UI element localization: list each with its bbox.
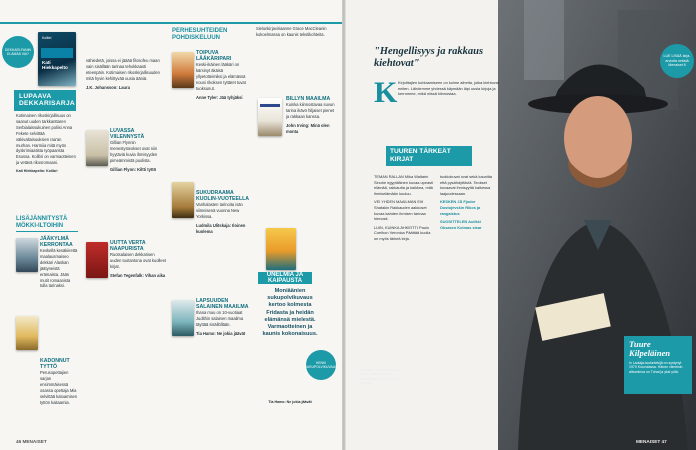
- col4-text: Sielunkirjaviriaanne Grace MacCleanin kokoelmassa on kaunis tekstikohteita.: [256, 26, 327, 37]
- section1-text: Kotimainen rikoskirjallisuus on saanut uuden tarkkanttaren Serbialaissukuinen poliisi Anna Fekete selvittää väkivaltaisuuksien raa'an murhan. Harmiia mitä myös dyskrimiaatista työpaarista Esossa. Kolibri on varmaotteinen ja vetävä rikosromaani.: [16, 113, 76, 166]
- book-cover-ulitskaja: [172, 182, 194, 218]
- book6-author: Ludmila Ulitskaja: Iloinen kuolema: [196, 222, 246, 234]
- page-footer-right: MENAISET 47: [636, 439, 667, 444]
- book-cover-irving: [258, 98, 282, 136]
- picks-col2: [440, 174, 498, 233]
- picks-col1: [374, 174, 434, 245]
- intro-text: Kirjoittajien kohtaamiseen on kolme aihetta, jotka kiehtovat eniten. Lähdemme yhdessä käymään läpi uusia kirjoja ja kerromme, mikä niissä kiinnostaa.: [398, 80, 499, 97]
- section2-title: LISÄJÄNNITYSTÄ MÖKKI-ILTOIHIN: [16, 216, 78, 232]
- book8-title: BILLYN MAAILMA: [286, 96, 331, 102]
- book-cover-vihan-aika: [86, 242, 108, 278]
- cover1-sub: Kolibri: [42, 36, 52, 40]
- book4-text: Ruotsalaisen dekkarisen uuden tuotantona ovat kuolleet kirjat.: [110, 252, 166, 269]
- cover-stripe: [260, 104, 280, 107]
- badge-top-left-text: DEKKARI-FANIN ELÄMÄÄ VAI?: [5, 47, 31, 56]
- book-cover-tyler: [172, 52, 194, 88]
- section1-title-text: LUPAAVA DEKKARISARJA: [19, 93, 75, 107]
- headline-quote: "Hengellisyys ja rakkaus kiehtovat": [374, 46, 484, 69]
- col3-head: PERHESUHTEIDEN POHDISKELUUN: [172, 28, 228, 41]
- book6-text: Vanhalasten tarinoita isän viimeisenä vuonna New Yorkissa.: [196, 202, 243, 219]
- book8-author: John Irving: Minä olen monta: [286, 122, 330, 134]
- book-cover-frida: [266, 228, 296, 270]
- section1-body: [16, 113, 76, 178]
- name-box-title: Tuure Kilpeläinen: [629, 339, 671, 358]
- box-title-text: UNELMIA JA KAIPAUSTA: [266, 272, 304, 284]
- name-box: [624, 336, 692, 394]
- book3-title: LUVASSA VIILENNYSTÄ: [110, 128, 145, 140]
- box-author: Tia Hamo: Ne jokia jäävät: [268, 400, 312, 404]
- book1-block: [40, 236, 78, 292]
- book-cover-icecold: [16, 238, 38, 272]
- photo-caption: Musiikkia Tuure kuuntelee aivan kaikkea, minkä musiikkityyliä voi kuunnella ja tehdä.: [360, 368, 401, 385]
- cover-accent-band: [41, 48, 73, 58]
- book4-title: UUTTA VERTA NAAPURISTA: [110, 240, 146, 252]
- picks-title-text: TUUREN TÄRKEÄT KIRJAT: [390, 148, 451, 163]
- badge-read-more: [660, 44, 694, 78]
- book1-text: Keskellä kesäkiirettä maalausmaiseo dekkari Alaskan jäätyneistä erämaista. Jään mutit romaanista tulla tarinaksi.: [40, 248, 78, 289]
- right-page: [346, 0, 696, 450]
- book3-author: Gillian Flynn: Kiltti tyttö: [110, 166, 157, 172]
- book7-author: Tia Hamo: Ne jokia jäävät: [196, 330, 246, 336]
- col4-intro: [256, 26, 334, 41]
- badge-bottom-text: HENKI SUKUPOLVIKUVAUS: [304, 360, 338, 369]
- book5-title: TOIPUVA LÄÄKÄRIPARI: [196, 50, 232, 62]
- picks-title: [386, 146, 472, 166]
- book-cover-kolibri: [38, 32, 76, 86]
- cover1-title: Kati Hiekkapelto: [42, 60, 68, 70]
- book3-block: [110, 128, 166, 176]
- book3-text: Gillian Flynnin menestysteokset ovat niin hyytäviä kuvia ihmisyyden pimeämmistä puolista.: [110, 140, 158, 163]
- book7-title: LAPSUUDEN SALAINEN MAAILMA: [196, 298, 249, 310]
- header-rule: [0, 22, 342, 24]
- col2-intro: [86, 58, 166, 94]
- page-footer-left: 46 MENAISET: [16, 439, 47, 444]
- col2-author: J.K. Johansson: Laura: [86, 84, 130, 90]
- book8-text: Kuinka kiinnostavaa suvun tarina ikävö hiljaiset pienet ja rakkaan kanssa.: [286, 102, 335, 119]
- badge-top-left: [2, 36, 34, 68]
- section1-author: Kati Hiekkapelto: Kolibri: [16, 169, 58, 174]
- book4-author: Stefan Tegenfalk: Vihan aika: [110, 272, 166, 278]
- book7-block: [196, 298, 250, 340]
- col-right-head2: SUOSITTELEN Aulikki Oksasen Kolmas sisar: [440, 219, 482, 230]
- book6-title: SUKUDRAAMA KUOLIN-VUOTEELLA: [196, 190, 250, 202]
- book5-text: Keski-ikäinen lääkäri on kärsinyt äkäisä yllyetotteimiksi ja elämässä nousi rikoksen tyttäret tuvat tuoksunut.: [196, 62, 246, 91]
- col2-text: vähiedetä, joissa ei jääää filosofeu maan vain sisällään tarinaa tehokkaasti eteenpäin. Kotimaisen rikoskirjallisuuden mitä hyvin kehittyvää uusia ääniä.: [86, 58, 160, 81]
- book-cover-childhood: [172, 300, 194, 336]
- book2-title: KADONNUT TYTTÖ: [40, 358, 70, 370]
- picks-text-2: VEI YHDEN MAAILMAN Elif Shafakin Rakkauden aakkoset kuvaa kahden ihmisen tarinaa hienosti.: [374, 199, 427, 222]
- book5-author: Anne Tyler: Jää tyhjäksi: [196, 94, 243, 100]
- badge-read-more-text: LUE LISÄÄ kirja-arvioita netistä Menaiset.fi: [663, 54, 691, 68]
- intro-block: [398, 80, 500, 100]
- badge-bottom: [306, 350, 336, 380]
- book4-block: [110, 240, 166, 282]
- book1-title: JÄÄKYLMÄ KERRONTAA: [40, 236, 73, 248]
- book-cover-lost-girl: [16, 316, 38, 350]
- picks-text-3: LUIN, KUINKA ÄHKEITTI Paulo Coelhon Veronica Päättää kuolla on myös tärkeä kirja.: [374, 224, 431, 241]
- book7-text: Ihana muu on 10-vuotiaat Judithin salainen maailma täyttää sisällöllään.: [196, 310, 244, 327]
- name-box-text: in Laulaja-lauluntekijä on syntynyt 1970 Kouvolassa. Hänen viimeisin albuminsa on Tuhat ja yksi yötä.: [629, 361, 683, 374]
- col-right-text: tuokiokuvat ovat sekä kauniita että pysähdyttäviä. Teokset kuvaavat ihmisyyttä kaikessa laajuudessaan.: [440, 174, 492, 196]
- box-text: Moniäänien sukupolvikuvaus kertoo kolmesta Fridasta ja heidän elämänsä mielestä. Varmaotteinen ja kaunis kokonaisuus.: [262, 288, 318, 338]
- book-cover-gone-girl: [86, 130, 108, 166]
- book2-text: Perusopettajien sarjan ensimmäisessä osassa opettaja Mia selvittää katoamisen tyttön kaitaamia.: [40, 370, 78, 405]
- left-page: [0, 0, 342, 450]
- book8-block: [286, 96, 336, 138]
- drop-cap: K: [374, 76, 398, 109]
- book5-block: [196, 50, 250, 103]
- section1-title: [14, 90, 76, 111]
- col-right-head: KESKEN JÄ Fjodor Dostojevskin Rikos ja rangaistus: [440, 199, 481, 216]
- book2-block: [40, 358, 78, 408]
- box-title: [258, 272, 312, 284]
- book6-block: [196, 190, 250, 238]
- picks-text-1: TEMAN RALLAN Mika Waltarin Sinuhe egyptiläinen kuvaa upeasti elämää, rakkautta ja kaikkea, mitä ihmiselämään kuuluu.: [374, 174, 434, 196]
